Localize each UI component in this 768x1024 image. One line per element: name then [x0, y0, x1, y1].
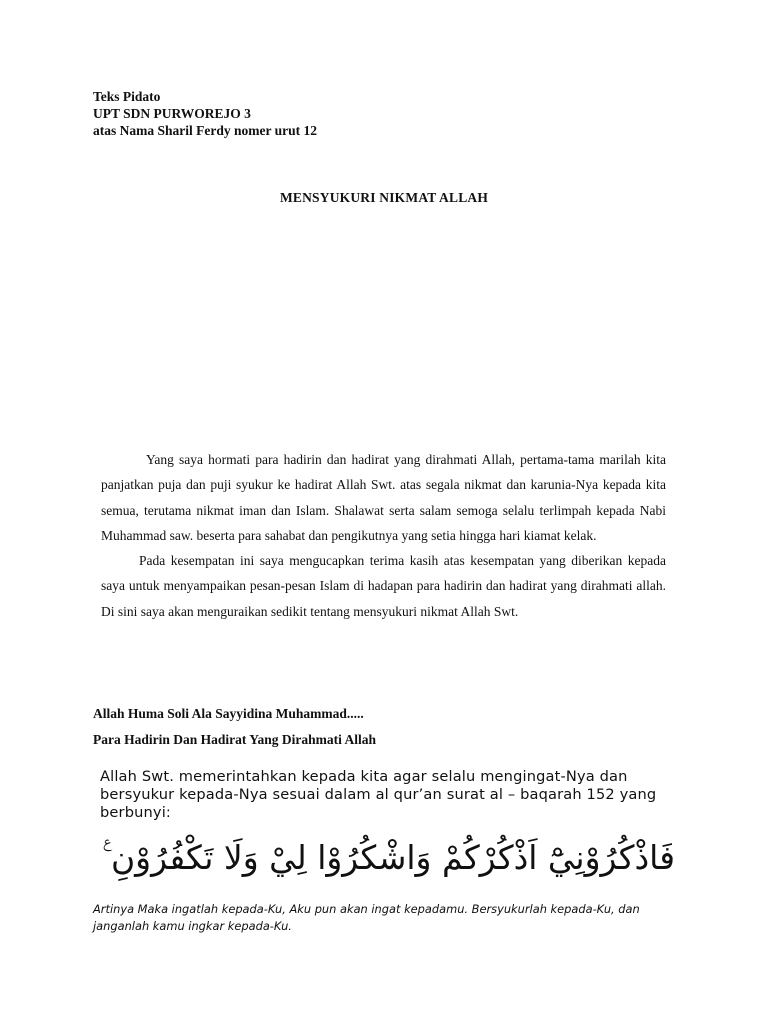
speech-body — [101, 447, 666, 624]
arabic-verse: فَاذْكُرُوْنِيْٓ اَذْكُرْكُمْ وَاشْكُرُوْا لِيْ وَلَا تَكْفُرُوْنِ ࣖ — [102, 838, 675, 877]
author-line: atas Nama Sharil Ferdy nomer urut 12 — [93, 123, 317, 138]
school-name: UPT SDN PURWOREJO 3 — [93, 106, 251, 121]
verse-introduction: Allah Swt. memerintahkan kepada kita agar selalu mengingat-Nya dan bersyukur kepada-Nya sesuai dalam al qur’an surat al – baqarah 152 yang berbunyi: — [100, 768, 657, 821]
verse-translation: Artinya Maka ingatlah kepada-Ku, Aku pun akan ingat kepadamu. Bersyukurlah kepada-Ku, dan janganlah kamu ingkar kepada-Ku. — [93, 902, 640, 933]
body-paragraph-2: Pada kesempatan ini saya mengucapkan terima kasih atas kesempatan yang diberikan kepada saya untuk menyampaikan pesan-pesan Islam di hadapan para hadirin dan hadirat yang dirahmati allah. Di sini saya akan menguraikan sedikit tentang mensyukuri nikmat Allah Swt. — [101, 553, 666, 619]
body-paragraph-1: Yang saya hormati para hadirin dan hadirat yang dirahmati Allah, pertama-tama marilah kita panjatkan puja dan puji syukur ke hadirat Allah Swt. atas segala nikmat dan karunia-Nya kepada kita semua, terutama nikmat iman dan Islam. Shalawat serta salam semoga selalu terlimpah kepada Nabi Muhammad saw. beserta para sahabat dan pengikutnya yang setia hingga hari kiamat kelak. — [101, 452, 666, 543]
page-title: MENSYUKURI NIKMAT ALLAH — [279, 190, 489, 205]
audience-greeting: Para Hadirin Dan Hadirat Yang Dirahmati Allah — [93, 732, 377, 747]
document-header — [93, 88, 317, 139]
salawat-line: Allah Huma Soli Ala Sayyidina Muhammad..... — [93, 706, 364, 721]
header-label: Teks Pidato — [93, 89, 161, 104]
salutations — [93, 701, 376, 753]
